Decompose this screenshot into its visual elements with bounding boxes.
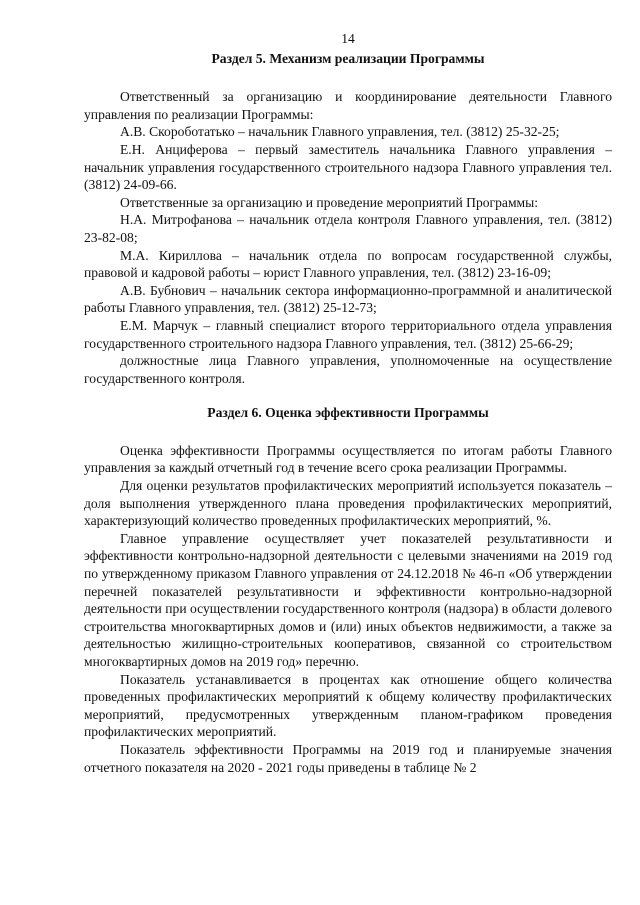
section-5-body <box>84 88 612 387</box>
page-number: 14 <box>341 31 355 46</box>
paragraph: А.В. Бубнович – начальник сектора информационно-программной и аналитической работы Главного управления, тел. (3812) 25-12-73; <box>84 282 612 316</box>
paragraph: должностные лица Главного управления, уполномоченные на осуществление государственного контроля. <box>84 353 612 386</box>
section-6-body <box>84 442 612 776</box>
paragraph: Е.М. Марчук – главный специалист второго территориального отдела управления государственного строительного надзора Главного управления, тел. (3812) 25-66-29; <box>84 317 612 351</box>
paragraph: Показатель эффективности Программы на 2019 год и планируемые значения отчетного показателя на 2020 - 2021 годы приведены в таблице № 2 <box>84 741 612 775</box>
paragraph: Ответственные за организацию и проведение мероприятий Программы: <box>120 194 539 210</box>
paragraph: Ответственный за организацию и координирование деятельности Главного управления по реализации Программы: <box>84 89 612 122</box>
paragraph: Главное управление осуществляет учет показателей результативности и эффективности контрольно-надзорной деятельности с целевыми значениями на 2019 год по утвержденному приказом Главного управления от 24.12.2018 № 46-п «Об утверждении перечней показателей результативности и эффективности контрольно-надзорной деятельности при осуществлении государственного контроля (надзора) в области долевого строительства многоквартирных домов и (или) иных объектов недвижимости, а также за деятельностью жилищно-строительных кооперативов, связанной со строительством многоквартирных домов на 2019 год» перечню. <box>84 530 612 669</box>
paragraph: Показатель устанавливается в процентах как отношение общего количества проведенных профилактических мероприятий к общему количеству профилактических мероприятий, предусмотренных утвержденным планом-графиком проведения профилактических мероприятий. <box>84 671 612 740</box>
paragraph: М.А. Кириллова – начальник отдела по вопросам государственной службы, правовой и кадровой работы – юрист Главного управления, тел. (3812) 23-16-09; <box>84 247 612 281</box>
paragraph: А.В. Скороботатько – начальник Главного управления, тел. (3812) 25-32-25; <box>120 124 560 140</box>
section-5-heading: Раздел 5. Механизм реализации Программы <box>211 50 485 66</box>
section-6-heading: Раздел 6. Оценка эффективности Программы <box>207 405 489 421</box>
paragraph: Е.Н. Анциферова – первый заместитель начальника Главного управления – начальник управления государственного строительного надзора Главного управления тел. (3812) 24-09-66. <box>84 141 612 193</box>
paragraph: Оценка эффективности Программы осуществляется по итогам работы Главного управления за каждый отчетный год в течение всего срока реализации Программы. <box>84 442 612 476</box>
paragraph: Н.А. Митрофанова – начальник отдела контроля Главного управления, тел. (3812) 23-82-08; <box>84 212 612 245</box>
paragraph: Для оценки результатов профилактических мероприятий используется показатель – доля выполнения утвержденного плана проведения профилактических мероприятий, характеризующий количество проведенных профилактических мероприятий, %. <box>84 478 612 529</box>
